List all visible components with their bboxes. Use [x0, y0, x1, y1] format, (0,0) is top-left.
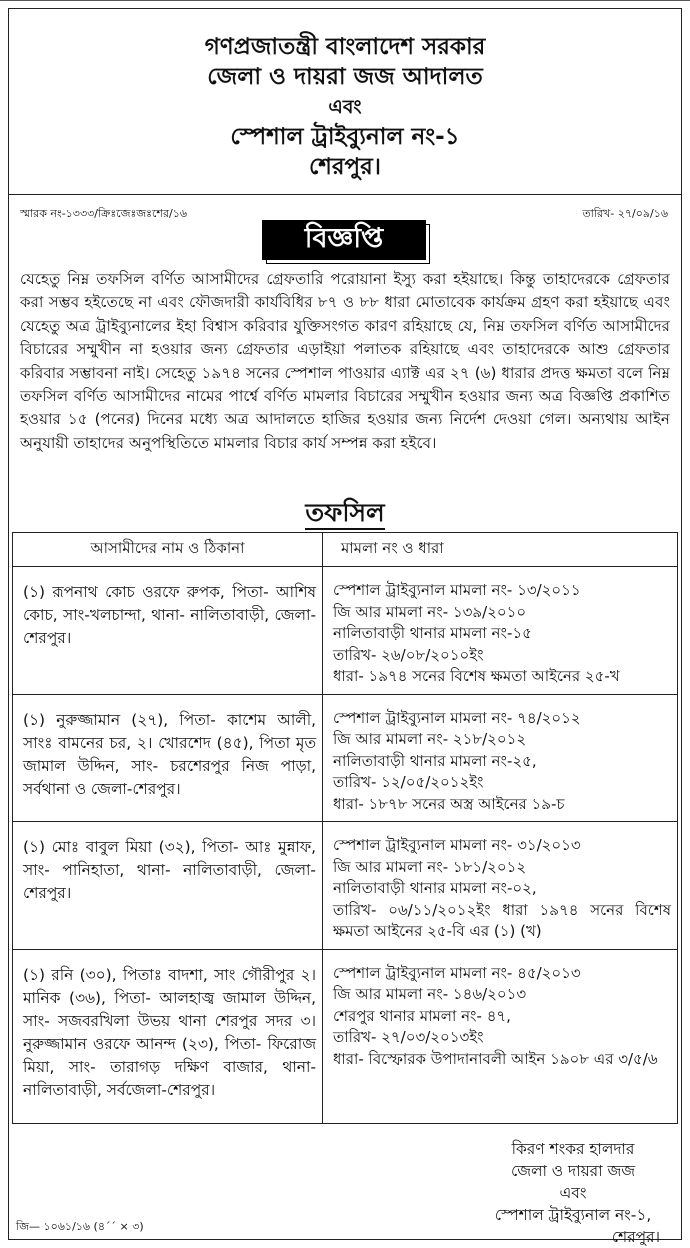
accused-cell: (১) রনি (৩০), পিতাঃ বাদশা, সাং গৌরীপুর ২। মানিক (৩৬), পিতা- আলহাজ্ব জামাল উদ্দিন, সাং- সজবরখিলা উভয় থানা শেরপুর সদর ৩। নুরুজ্জামান ওরফে আনন্দ (২৩), পিতা- ফিরোজ মিয়া, সাং- তারাগড় দক্ষিণ বাজার, থানা- নালিতাবাড়ী, সর্বজেলা-শেরপুর। — [13, 949, 323, 1123]
case-cell — [323, 822, 678, 950]
accused-cell: (১) মোঃ বাবুল মিয়া (৩২), পিতা- আঃ মুন্নাফ, সাং- পানিহাতা, থানা- নালিতাবাড়ী, জেলা- শেরপুর। — [13, 822, 323, 950]
signature-block — [478, 1138, 668, 1248]
signatory-title: জেলা ও দায়রা জজ — [510, 1162, 636, 1180]
accused-cell: (১) রূপনাথ কোচ ওরফে রুপক, পিতা- আশিষ কোচ, সাং-খলচান্দা, থানা- নালিতাবাড়ী, জেলা-শেরপুর। — [13, 567, 323, 695]
table-row — [13, 822, 678, 950]
header-court: জেলা ও দায়রা জজ আদালত — [207, 64, 483, 90]
case-line: নালিতাবাড়ী থানার মামলা নং-০২, — [333, 879, 537, 897]
schedule-heading — [0, 493, 690, 536]
case-line: তারিখ- ২৭/০৩/২০১৩ইং — [333, 1028, 484, 1046]
accused-cell: (১) নুরুজ্জামান (২৭), পিতা- কাশেম আলী, সাংঃ বামনের চর, ২। খোরশেদ (৪৫), পিতা মৃত জামাল উদ্দিন, সাং- চরশেরপুর নিজ পাড়া, সর্বথানা ও জেলা-শেরপুর। — [13, 694, 323, 822]
signatory-tribunal: স্পেশাল ট্রাইব্যুনাল নং-১, — [494, 1206, 652, 1224]
case-line: ধারা- বিস্ফোরক উপাদানাবলী আইন ১৯০৮ এর ৩/৫/৬ — [333, 1049, 658, 1068]
header-government: গণপ্রজাতন্ত্রী বাংলাদেশ সরকার — [204, 34, 486, 60]
case-line: নালিতাবাড়ী থানার মামলা নং-২৫, — [333, 751, 537, 770]
memo-date: তারিখ- ২৭/০৯/১৬ — [582, 207, 668, 220]
case-line: তারিখ- ০৬/১১/২০১২ইং ধারা ১৯৭৪ সনের বিশেষ ক্ষমতা আইনের ২৫-বি এর (১) (খ) — [333, 900, 671, 940]
case-line: তারিখ- ২৬/০৮/২০১০ইং — [333, 645, 484, 664]
signatory-place: শেরপুর। — [611, 1228, 660, 1246]
signatory-conjunction: এবং — [559, 1184, 587, 1202]
table-row — [13, 694, 678, 822]
table-row — [13, 567, 678, 695]
case-line: স্পেশাল ট্রাইব্যুনাল মামলা নং- ৭৪/২০১২ — [333, 708, 581, 727]
table-header-row — [13, 533, 678, 567]
column-header-accused: আসামীদের নাম ও ঠিকানা — [13, 533, 323, 567]
case-line: তারিখ- ১২/০৫/২০১২ইং — [333, 773, 484, 791]
header-conjunction: এবং — [328, 96, 362, 118]
case-cell — [323, 949, 678, 1123]
top-edge-line — [0, 0, 690, 4]
case-line: জি আর মামলা নং- ১৮১/২০১২ — [333, 857, 527, 876]
case-line: শেরপুর থানার মামলা নং- ৪৭, — [333, 1006, 511, 1025]
case-line: স্পেশাল ট্রাইব্যুনাল মামলা নং- ৪৫/২০১৩ — [333, 963, 581, 982]
memo-number: স্মারক নং-১৩৩৩/ক্রিঃজেঃজঃশের/১৬ — [20, 207, 187, 220]
case-cell — [323, 567, 678, 695]
case-line: জি আর মামলা নং- ২১৮/২০১২ — [333, 730, 527, 748]
schedule-title: তফসিল — [305, 498, 384, 530]
signatory-name: কিরণ শংকর হালদার — [511, 1140, 635, 1158]
case-line: ধারা- ১৯৭৪ সনের বিশেষ ক্ষমতা আইনের ২৫-খ — [333, 667, 620, 685]
case-line: স্পেশাল ট্রাইব্যুনাল মামলা নং- ১৩/২০১১ — [333, 581, 581, 599]
header-divider — [8, 194, 682, 195]
notice-title: বিজ্ঞপ্তি — [262, 220, 426, 260]
case-line: জি আর মামলা নং- ১৪৬/২০১৩ — [333, 985, 527, 1003]
column-header-case: মামলা নং ও ধারা — [323, 533, 678, 567]
header-tribunal: স্পেশাল ট্রাইব্যুনাল নং-১ — [230, 124, 460, 150]
schedule-table — [12, 532, 678, 1124]
court-header — [0, 32, 690, 182]
table-row — [13, 949, 678, 1123]
footer-reference: জি— ১০৬১/১৬ (৪ˊˊ × ৩) — [16, 1220, 144, 1233]
notice-body: যেহেতু নিম্ন তফসিল বর্ণিত আসামীদের গ্রেফতারি পরোয়ানা ইস্যু করা হইয়াছে। কিন্তু তাহাদেরকে গ্রেফতার করা সম্ভব হইতেছে না এবং ফৌজদারী কার্যবিধির ৮৭ ও ৮৮ ধারা মোতাবেক কার্যক্রম গ্রহণ করা হইয়াছে এবং যেহেতু অত্র ট্রাইব্যুনালের ইহা বিশ্বাস করিবার যুক্তিসংগত কারণ রহিয়াছে যে, নিম্ন তফসিল বর্ণিত আসামীদের বিচারের সম্মুখীন না হওয়ার জন্য গ্রেফতার এড়াইয়া পলাতক রহিয়াছে এবং তাহাদেরকে আশু গ্রেফতার করিবার সম্ভাবনা নাই। সেহেতু ১৯৭৪ সনের স্পেশাল পাওয়ার এ্যাক্ট এর ২৭ (৬) ধারার প্রদত্ত ক্ষমতা বলে নিম্ন তফসিল বর্ণিত আসামীদের নামের পার্শ্বে বর্ণিত মামলার বিচারের সম্মুখীন হওয়ার জন্য অত্র বিজ্ঞপ্তি প্রকাশিত হওয়ার ১৫ (পনের) দিনের মধ্যে অত্র আদালতে হাজির হওয়ার জন্য নির্দেশ দেওয়া গেল। অন্যথায় আইন অনুযায়ী তাহাদের অনুপস্থিতিতে মামলার বিচার কার্য সম্পন্ন করা হইবে। — [20, 270, 670, 452]
case-line: স্পেশাল ট্রাইব্যুনাল মামলা নং- ৩১/২০১৩ — [333, 836, 581, 854]
case-line: নালিতাবাড়ী থানার মামলা নং-১৫ — [333, 624, 532, 642]
case-cell — [323, 694, 678, 822]
case-line: জি আর মামলা নং- ১৩৯/২০১০ — [333, 602, 527, 621]
header-place: শেরপুর। — [308, 154, 382, 180]
case-line: ধারা- ১৮৭৮ সনের অস্ত্র আইনের ১৯-চ — [333, 794, 565, 813]
